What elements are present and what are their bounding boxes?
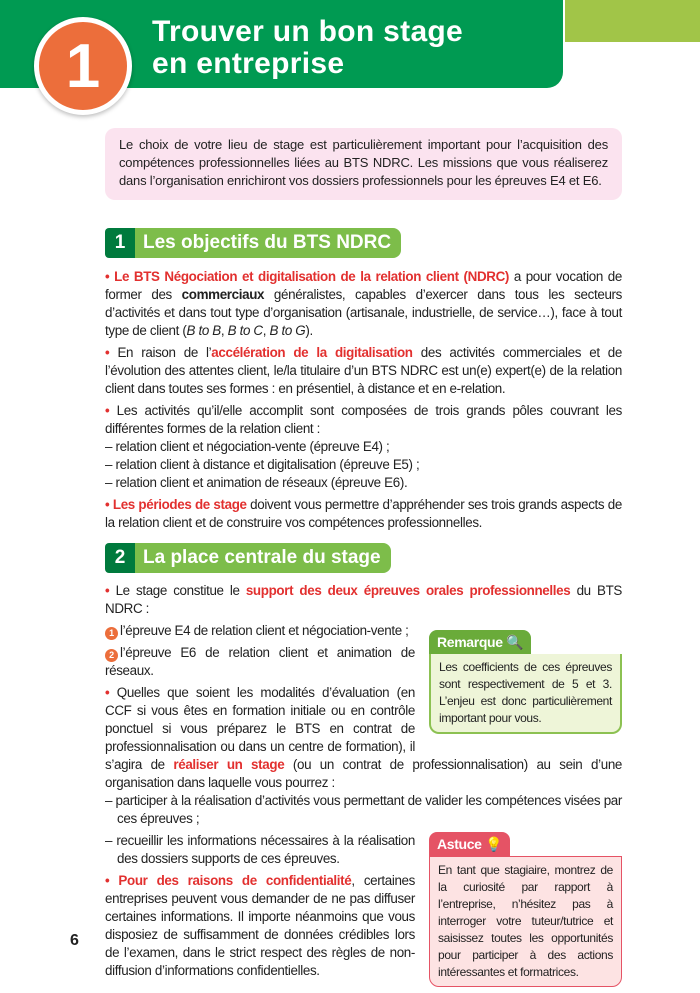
paragraph: • Le stage constitue le support des deux épreuves orales professionnelles du BTS NDRC : bbox=[105, 583, 622, 616]
lightbulb-icon: 💡 bbox=[485, 836, 503, 852]
remarque-box bbox=[429, 630, 622, 734]
number-bullet-icon: 2 bbox=[105, 649, 118, 662]
paragraph: • Le BTS Négociation et digitalisation de la relation client (NDRC) a pour vocation de former des commerciaux généralistes, capables d’exercer dans tous les secteurs d’activités et dans tout type d’organisation (artisanale, industrielle, de service…), face à tout type de client (B to B, B to C, B to G). bbox=[105, 269, 622, 338]
section-2-heading bbox=[105, 543, 391, 573]
title-line-2: en entreprise bbox=[152, 47, 345, 80]
list-item: – relation client et négociation-vente (épreuve E4) ; bbox=[105, 439, 390, 454]
header-accent-band bbox=[565, 0, 700, 42]
list-item: – recueillir les informations nécessaires à la réalisation des dossiers supports de ces épreuves. bbox=[105, 833, 415, 866]
list-item: 1 l’épreuve E4 de relation client et négociation-vente ; bbox=[105, 622, 622, 640]
page-number: 6 bbox=[70, 932, 79, 949]
paragraph: • Les activités qu’il/elle accomplit sont composées de trois grands pôles couvrant les différentes formes de la relation client : – relation client et négociation-vente (épreuve E4) ; – relation client à distance et digitalisation (épreuve E5) ; – relation client et animation de réseaux (épreuve E6). bbox=[105, 403, 622, 490]
astuce-text: En tant que stagiaire, montrez de la curiosité par rapport à l’entreprise, n’hésitez pas à interroger votre tuteur/tutrice et saisissez toutes les opportunités pour participer à des actions intéressantes et formatrices. bbox=[429, 856, 622, 987]
section-number: 1 bbox=[105, 228, 135, 258]
list-item: 2 l’épreuve E6 de relation client et animation de réseaux. bbox=[105, 645, 415, 678]
title-line-1: Trouver un bon stage bbox=[152, 15, 464, 48]
remarque-label: Remarque 🔍 bbox=[429, 630, 531, 654]
chapter-number-badge: 1 bbox=[34, 17, 132, 115]
number-bullet-icon: 1 bbox=[105, 627, 118, 640]
section-1-body bbox=[105, 268, 622, 536]
paragraph: • En raison de l’accélération de la digitalisation des activités commerciales et de l’évolution des attentes client, le/la titulaire d’un BTS NDRC est un(e) expert(e) de la relation client dans toutes ses formes : en présentiel, à distance et en e-relation. bbox=[105, 345, 622, 396]
section-2-body bbox=[105, 582, 622, 993]
section-title: Les objectifs du BTS NDRC bbox=[135, 228, 401, 258]
chapter-title bbox=[152, 16, 463, 80]
magnifier-icon: 🔍 bbox=[506, 634, 524, 650]
intro-box: Le choix de votre lieu de stage est particulièrement important pour l’acquisition des compétences professionnelles liées au BTS NDRC. Les missions que vous réaliserez dans l’organisation enrichiront vos dossiers professionnels pour les épreuves E4 et E6. bbox=[105, 128, 622, 200]
section-number: 2 bbox=[105, 543, 135, 573]
paragraph: • Quelles que soient les modalités d’évaluation (en CCF si vous êtes en formation initiale ou en contrôle ponctuel si vous préparez le BTS en contrat de professionnalisation ou dans un centre de formation), il s’agira de réaliser un stage (ou un contrat de professionnalisation) au sein d’une organisation dans laquelle vous pourrez : – participer à la réalisation d’activités vous permettant de valider les compétences visées par ces épreuves ; bbox=[105, 685, 623, 826]
section-title: La place centrale du stage bbox=[135, 543, 391, 573]
section-1-heading bbox=[105, 228, 401, 258]
paragraph: • Pour des raisons de confidentialité, certaines entreprises peuvent vous demander de ne pas diffuser certaines informations. Il importe néanmoins que vous disposiez de suffisamment de données crédibles lors de l’examen, dans le strict respect des règles de non-diffusion d’informations confidentielles. bbox=[105, 873, 416, 978]
paragraph: • Les périodes de stage doivent vous permettre d’appréhender ses trois grands aspects de la relation client et de construire vos compétences professionnelles. bbox=[105, 497, 622, 530]
list-item: – participer à la réalisation d’activités vous permettant de valider les compétences visées par ces épreuves ; bbox=[105, 793, 622, 826]
astuce-label: Astuce 💡 bbox=[429, 832, 510, 856]
remarque-text: Les coefficients de ces épreuves sont respectivement de 5 et 3. L’enjeu est donc particulièrement important pour vous. bbox=[429, 654, 622, 734]
list-item: – relation client à distance et digitalisation (épreuve E5) ; bbox=[105, 457, 420, 472]
astuce-box bbox=[429, 832, 622, 987]
list-item: – relation client et animation de réseaux (épreuve E6). bbox=[105, 475, 408, 490]
